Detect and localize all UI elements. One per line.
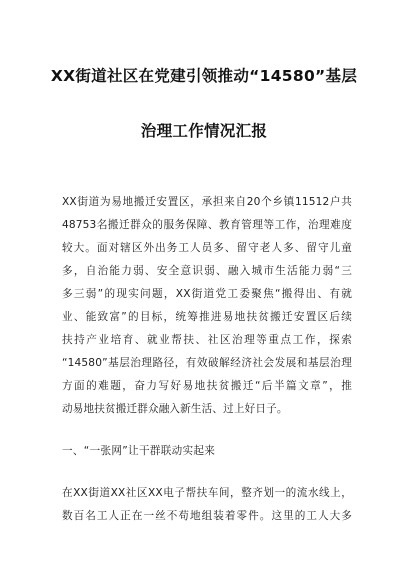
paragraph-line: 业、能致富”的目标，统筹推进易地扶贫搬迁安置区后续 xyxy=(62,311,352,323)
paragraph-line: 较大。面对辖区外出务工人员多、留守老人多、留守儿童 xyxy=(62,242,352,254)
paragraph-line: XX街道为易地搬迁安置区，承担来自20个乡镇11512户共 xyxy=(62,196,352,208)
paragraph-line: 扶持产业培育、就业帮扶、社区治理等重点工作，探索 xyxy=(62,334,352,346)
paragraph-line: 动易地扶贫搬迁群众融入新生活、过上好日子。 xyxy=(62,403,288,415)
paragraph-line: “14580”基层治理路径，有效破解经济社会发展和基层治理 xyxy=(62,357,352,369)
document-title-line-1: XX街道社区在党建引领推动“14580”基层 xyxy=(50,67,358,85)
section-1-heading: 一、“一张网”让干群联动实起来 xyxy=(62,445,216,457)
paragraph-line: 在XX街道XX社区XX电子帮扶车间，整齐划一的流水线上， xyxy=(62,487,352,499)
paragraph-line: 多三弱”的现实问题，XX街道党工委聚焦“搬得出、有就 xyxy=(62,288,352,300)
paragraph-line: 多，自治能力弱、安全意识弱、融入城市生活能力弱“三 xyxy=(62,265,352,277)
paragraph-line: 数百名工人正在一丝不苟地组装着零件。这里的工人大多 xyxy=(62,510,352,522)
document-title-line-2: 治理工作情况汇报 xyxy=(140,122,268,140)
paragraph-line: 48753名搬迁群众的服务保障、教育管理等工作，治理难度 xyxy=(62,219,352,231)
paragraph-line: 方面的难题，奋力写好易地扶贫搬迁“后半篇文章”，推 xyxy=(62,380,352,392)
